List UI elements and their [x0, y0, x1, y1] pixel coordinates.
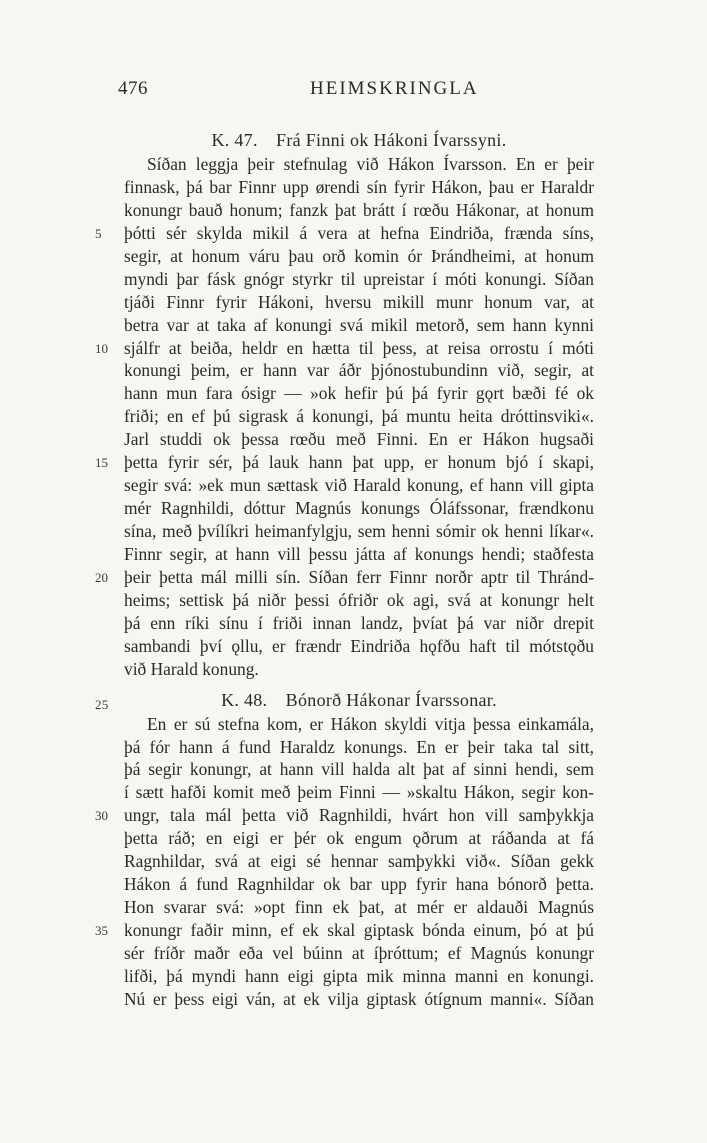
text-line	[124, 965, 594, 988]
text-line	[124, 827, 594, 850]
text-line	[124, 543, 594, 566]
text-line	[124, 635, 594, 658]
text-line-content: Hákon á fund Ragnhildar ok bar upp fyrir hana bónorð þetta.	[124, 874, 594, 895]
chapter-heading-text: K. 47. Frá Finni ok Hákoni Ívarssyni.	[211, 130, 507, 150]
text-line-content: í sætt hafði komit með þeim Finni — »skaltu Hákon, segir kon-	[124, 782, 594, 803]
text-line-content: ungr, tala mál þetta við Ragnhildi, hvárt hon vill samþykkja	[124, 805, 594, 826]
line-number: 15	[95, 455, 108, 471]
page-header	[0, 78, 707, 108]
chapter-heading-text: K. 48. Bónorð Hákonar Ívarssonar.	[221, 689, 497, 710]
text-line-content: friði; en ef þú sigrask á konungi, þá muntu heita dróttinsviki«.	[124, 406, 594, 427]
text-line-content: heims; settisk þá niðr þessi ófriðr ok agi, svá at konungr helt	[124, 589, 594, 610]
text-line-content: hann mun fara ósigr — »ok hefir þú þá fyrir gǫrt bæði fé ok	[124, 383, 594, 404]
text-line	[95, 451, 594, 474]
text-line-content: konungr bauð honum; fanzk þat brátt í rœðu Hákonar, at honum	[124, 199, 594, 220]
page-number: 476	[118, 78, 148, 99]
text-line-content: þeir þetta mál milli sín. Síðan ferr Finnr norðr aptr til Thránd-	[124, 566, 594, 587]
running-head: HEIMSKRINGLA	[310, 78, 479, 99]
text-line-content: konungi þeim, er hann var áðr þjónostubundinn við, segir, at	[124, 360, 594, 381]
text-line-content: lifði, þá myndi hann eigi gipta mik minna manni en konungi.	[124, 965, 594, 986]
text-line	[124, 245, 594, 268]
text-line	[124, 988, 594, 1011]
text-line-content: þótti sér skylda mikil á vera at hefna Eindriða, frænda síns,	[124, 222, 594, 243]
text-line	[124, 314, 594, 337]
text-line-content: konungr faðir minn, ef ek skal giptask bónda einum, þó at þú	[124, 920, 594, 940]
line-number: 5	[95, 225, 102, 241]
text-line	[124, 520, 594, 543]
text-line	[124, 291, 594, 314]
text-line	[124, 942, 594, 965]
text-line-content: betra var at taka af konungi svá mikil metorð, sem hann kynni	[124, 314, 594, 335]
text-line	[124, 736, 594, 759]
line-number: 20	[95, 569, 108, 585]
text-line	[124, 497, 594, 520]
text-line-content: segir svá: »ek mun sættask við Harald konung, ef hann vill gipta	[124, 475, 594, 496]
text-line-content: tjáði Finnr fyrir Hákoni, hversu mikill munr honum var, at	[124, 291, 594, 312]
chapter-heading	[124, 128, 594, 153]
text-line	[124, 781, 594, 804]
text-line-content: En er sú stefna kom, er Hákon skyldi vitja þessa einkamála,	[147, 713, 594, 734]
text-line-content: þá segir konungr, at hann vill halda alt þat af sinni hendi, sem	[124, 759, 594, 780]
text-line-content: segir, at honum váru þau orð komin ór Þrándheimi, at honum	[124, 245, 594, 266]
text-line-content: Hon svarar svá: »opt finn ek þat, at mér er aldauði Magnús	[124, 897, 594, 918]
text-line	[124, 428, 594, 451]
text-line	[95, 566, 594, 589]
text-line	[124, 153, 594, 176]
text-line	[124, 758, 594, 781]
text-line	[124, 589, 594, 612]
text-line-content: Nú er þess eigi ván, at ek vilja giptask ótígnum manni«. Síðan	[124, 988, 594, 1009]
text-line	[124, 474, 594, 497]
text-line-content: sjálfr at beiða, heldr en hætta til þess, at reisa orrostu í móti	[124, 337, 594, 358]
text-line-content: þetta fyrir sér, þá lauk hann þat upp, er honum bjó í skapi,	[124, 452, 594, 473]
text-line	[95, 337, 594, 360]
text-line	[95, 919, 594, 942]
text-block	[95, 128, 594, 1011]
text-line	[124, 359, 594, 382]
text-line	[124, 873, 594, 896]
text-line	[124, 612, 594, 635]
chapter-heading	[95, 688, 594, 713]
text-line-content: þá fór hann á fund Haraldz konungs. En er þeir taka tal sitt,	[124, 736, 594, 757]
text-line	[124, 658, 594, 681]
text-line-content: Finnr segir, at hann vill þessu játta af konungs hendi; staðfesta	[124, 543, 594, 564]
text-line-content: Síðan leggja þeir stefnulag við Hákon Ívarsson. En er þeir	[147, 154, 594, 174]
line-number: 10	[95, 340, 108, 356]
text-line	[124, 405, 594, 428]
text-line-content: sér fríðr maðr eða vel búinn at íþróttum; ef Magnús konungr	[124, 942, 594, 963]
text-line-content: sambandi því ǫllu, er frændr Eindriða hǫfðu haft til mótstǫðu	[124, 635, 594, 656]
text-line-content: sína, með þvílíkri heimanfylgju, sem henni sómir ok henni líkar«.	[124, 521, 594, 541]
text-line	[124, 268, 594, 291]
line-number: 30	[95, 808, 108, 824]
line-number: 35	[95, 923, 108, 938]
text-line-content: við Harald konung.	[124, 658, 259, 679]
text-line-content: þetta ráð; en eigi er þér ok engum ǫðrum at ráðanda at fá	[124, 828, 594, 849]
text-line	[95, 222, 594, 245]
text-line	[124, 382, 594, 405]
text-line	[124, 850, 594, 873]
text-line-content: þá enn ríki sínu í friði innan landz, þvíat þá var niðr drepit	[124, 612, 594, 633]
line-number: 25	[95, 696, 109, 712]
text-line-content: myndi þar fásk gnógr styrkr til upreistar í móti konungi. Síðan	[124, 268, 594, 289]
text-line-content: Ragnhildar, svá at eigi sé hennar samþykki við«. Síðan gekk	[124, 851, 594, 872]
text-line	[124, 896, 594, 919]
text-line	[124, 176, 594, 199]
text-line	[95, 804, 594, 827]
text-line-content: mér Ragnhildi, dóttur Magnús konungs Óláfssonar, frændkonu	[124, 498, 594, 519]
text-line	[124, 199, 594, 222]
text-line-content: finnask, þá bar Finnr upp ørendi sín fyrir Hákon, þau er Haraldr	[124, 176, 594, 197]
text-line-content: Jarl studdi ok þessa rœðu með Finni. En er Hákon hugsaði	[124, 429, 594, 450]
text-line	[124, 713, 594, 736]
